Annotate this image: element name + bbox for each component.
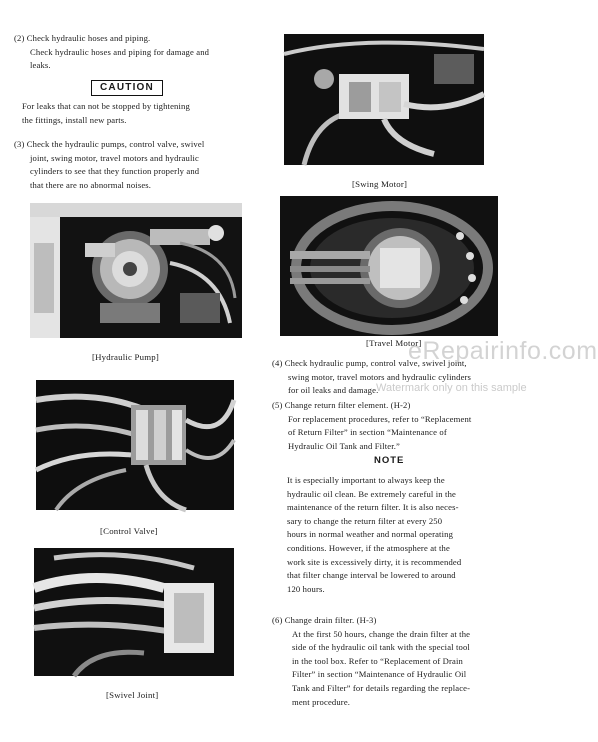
control-valve-photo [36, 380, 234, 510]
note-line: hours in normal weather and normal operating [287, 529, 454, 540]
item-6-line: ment procedure. [292, 696, 351, 707]
note-line: that filter change interval be lowered to around [287, 570, 456, 581]
note-line: hydraulic oil clean. Be extremely careful in the [287, 488, 456, 499]
watermark-main: eRepairinfo.com [408, 337, 598, 365]
hydraulic-pump-photo [30, 203, 242, 338]
item-5 [272, 399, 471, 453]
travel-motor-photo [280, 196, 498, 336]
caution-label: CAUTION [91, 80, 163, 96]
note-line: 120 hours. [287, 583, 325, 594]
item-2 [14, 32, 209, 73]
caption-travel-motor: [Travel Motor] [366, 338, 422, 348]
note-line: It is especially important to always keep the [287, 475, 445, 485]
item-5-title: (5) Change return filter element. (H-2) [272, 400, 411, 410]
note-text [287, 474, 461, 596]
item-3-line: cylinders to see that they function properly and [30, 166, 200, 177]
note-line: sary to change the return filter at every 250 [287, 515, 443, 526]
caution-text [22, 100, 190, 127]
caution-line: the fittings, install new parts. [22, 114, 127, 125]
caption-swing-motor: [Swing Motor] [352, 179, 408, 189]
item-4-line: swing motor, travel motors and hydraulic cylinders [288, 371, 472, 382]
note-line: maintenance of the return filter. It is also neces- [287, 502, 459, 513]
item-3-line: that there are no abnormal noises. [30, 179, 152, 190]
item-6-line: Filter” in section “Maintenance of Hydraulic Oil [292, 669, 467, 680]
item-6-line: in the tool box. Refer to “Replacement of Drain [292, 655, 463, 666]
item-6-line: Tank and Filter” for details regarding the replace- [292, 682, 471, 693]
item-5-line: For replacement procedures, refer to “Replacement [288, 413, 472, 424]
item-6 [272, 614, 470, 709]
item-5-line: of Return Filter” in section “Maintenance of [288, 427, 447, 438]
item-6-title: (6) Change drain filter. (H-3) [272, 615, 377, 625]
caution-line: For leaks that can not be stopped by tightening [22, 101, 190, 111]
item-6-line: At the first 50 hours, change the drain filter at the [292, 628, 471, 639]
caption-control-valve: [Control Valve] [100, 526, 158, 536]
note-label: NOTE [374, 455, 405, 466]
swivel-joint-photo [34, 548, 234, 676]
item-5-line: Hydraulic Oil Tank and Filter.” [288, 440, 401, 451]
item-3-line: (3) Check the hydraulic pumps, control valve, swivel [14, 139, 205, 149]
item-2-line: Check hydraulic hoses and piping for damage and [30, 46, 210, 57]
caption-swivel-joint: [Swivel Joint] [106, 690, 159, 700]
watermark-sub: Watermark only on this sample [376, 382, 527, 394]
item-2-title: (2) Check hydraulic hoses and piping. [14, 33, 151, 43]
item-6-line: side of the hydraulic oil tank with the special tool [292, 642, 470, 653]
note-line: work site is excessively dirty, it is recommended [287, 556, 462, 567]
caption-hydraulic-pump: [Hydraulic Pump] [92, 352, 159, 362]
swing-motor-photo [284, 34, 484, 165]
item-4-line: (4) Check hydraulic pump, control valve, swivel joint, [272, 358, 467, 368]
item-4-line: for oil leaks and damage. [288, 385, 379, 396]
note-line: conditions. However, if the atmosphere at the [287, 542, 450, 553]
item-3-line: joint, swing motor, travel motors and hydraulic [30, 152, 200, 163]
item-2-line: leaks. [30, 60, 51, 71]
item-3 [14, 138, 204, 192]
